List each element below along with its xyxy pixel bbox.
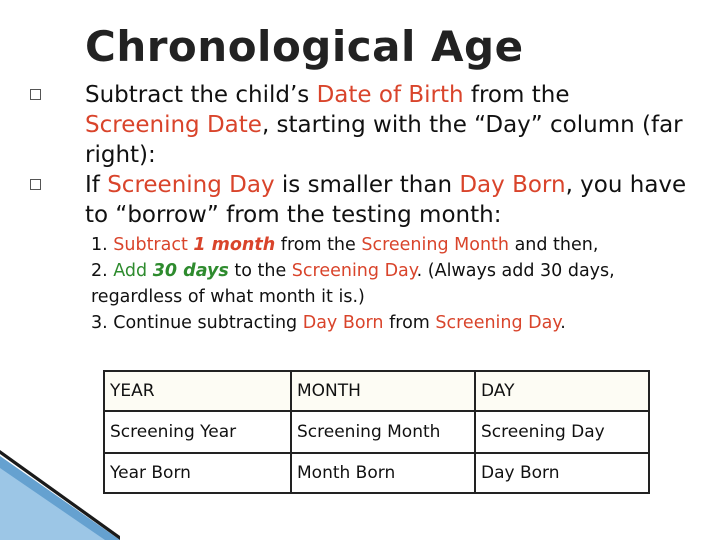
step-list [91, 232, 691, 336]
highlight-date-of-birth: Date of Birth [316, 82, 464, 108]
bullet-item [28, 80, 688, 170]
highlight-screening-day: Screening Day [291, 261, 417, 281]
bullet-list [28, 80, 688, 230]
bullet-text: , starting with the “Day” column (far right): [85, 112, 683, 168]
bullet-text: Subtract the child’s [85, 82, 317, 108]
table-row [104, 453, 649, 493]
square-bullet-icon [30, 179, 41, 190]
step-text: to the [228, 261, 292, 281]
highlight-add: Add [113, 261, 153, 281]
step-text: from the [275, 235, 362, 255]
step-item [91, 310, 691, 336]
bullet-item [28, 170, 688, 230]
bullet-text: from the [463, 82, 570, 108]
bullet-text: is smaller than [274, 172, 460, 198]
corner-decoration [0, 450, 120, 540]
step-text: and then, [509, 235, 599, 255]
highlight-screening-date: Screening Date [85, 112, 262, 138]
highlight-screening-month: Screening Month [361, 235, 509, 255]
cell-screening-month: Screening Month [291, 411, 475, 453]
table-row [104, 411, 649, 453]
bullet-text: , you have to “borrow” from the testing month: [85, 172, 687, 228]
cell-screening-year: Screening Year [104, 411, 291, 453]
table-header-row [104, 371, 649, 411]
page-title: Chronological Age [85, 22, 524, 71]
cell-month-born: Month Born [291, 453, 475, 493]
step-text: . (Always add 30 days, regardless of what month it is.) [91, 261, 615, 307]
square-bullet-icon [30, 89, 41, 100]
highlight-day-born: Day Born [302, 313, 384, 333]
step-number: 1. [91, 235, 114, 255]
step-text: 3. Continue subtracting [91, 313, 303, 333]
header-day: DAY [475, 371, 649, 411]
highlight-subtract: Subtract [113, 235, 194, 255]
highlight-day-born: Day Born [459, 172, 566, 198]
bullet-text: If [85, 172, 108, 198]
highlight-one-month: 1 month [193, 235, 276, 255]
age-calculation-table [103, 370, 650, 494]
step-item [91, 232, 691, 258]
cell-screening-day: Screening Day [475, 411, 649, 453]
step-text: from [383, 313, 436, 333]
cell-day-born: Day Born [475, 453, 649, 493]
step-text: . [560, 313, 566, 333]
highlight-screening-day: Screening Day [107, 172, 275, 198]
step-item [91, 258, 691, 310]
header-month: MONTH [291, 371, 475, 411]
highlight-thirty-days: 30 days [152, 261, 229, 281]
cell-year-born: Year Born [104, 453, 291, 493]
highlight-screening-day: Screening Day [435, 313, 561, 333]
step-number: 2. [91, 261, 114, 281]
header-year: YEAR [104, 371, 291, 411]
